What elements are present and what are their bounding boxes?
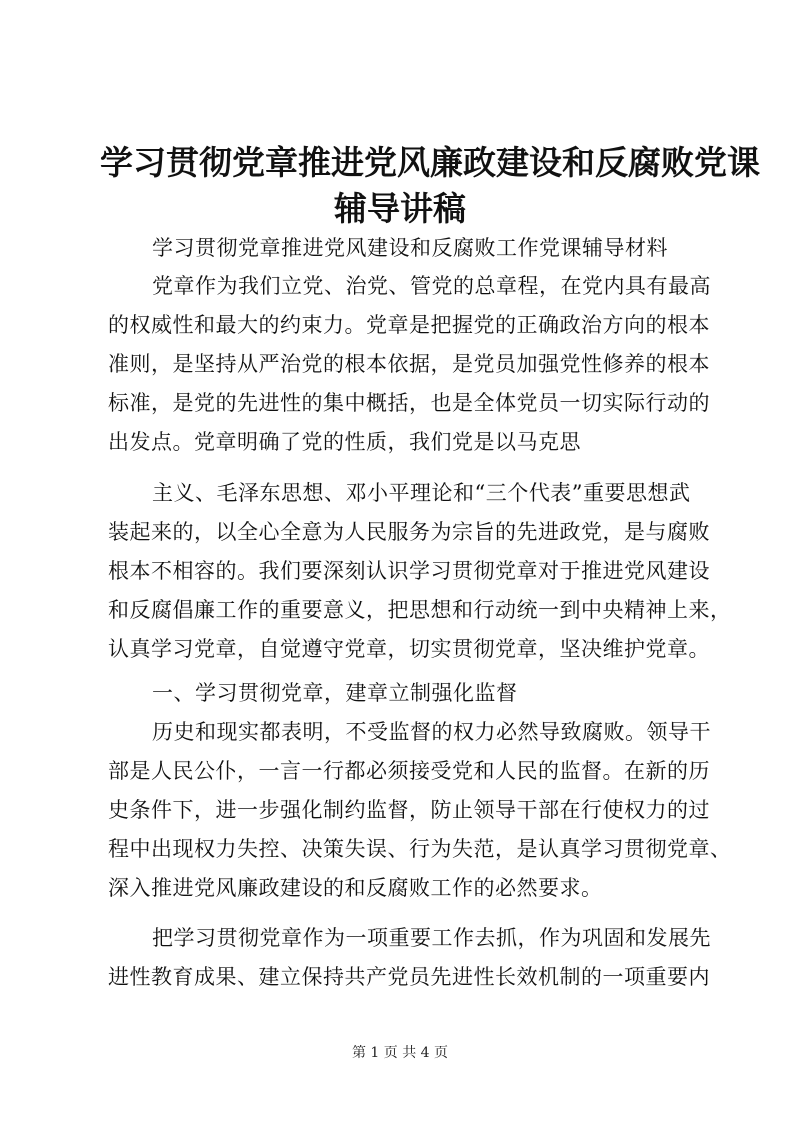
body-line: 出发点。党章明确了党的性质，我们党是以马克思 [108,430,581,454]
document-title-line1: 学习贯彻党章推进党风廉政建设和反腐败党课 [100,143,760,182]
body-line: 和反腐倡廉工作的重要意义，把思想和行动统一到中央精神上来， [108,598,732,622]
body-line: 根本不相容的。我们要深刻认识学习贯彻党章对于推进党风建设 [108,559,710,583]
section-heading: 一、学习贯彻党章，建章立制强化监督 [152,681,518,705]
body-line: 深入推进党风廉政建设的和反腐败工作的必然要求。 [108,876,603,900]
page-footer: 第 1 页 共 4 页 [351,1045,449,1061]
body-line: 把学习贯彻党章作为一项重要工作去抓，作为巩固和发展先 [152,926,711,950]
document-title-line2: 辅导讲稿 [334,189,466,228]
body-line: 的权威性和最大的约束力。党章是把握党的正确政治方向的根本 [108,313,710,337]
body-line: 准则，是坚持从严治党的根本依据，是党员加强党性修养的根本 [108,352,710,376]
body-line: 主义、毛泽东思想、邓小平理论和“三个代表”重要思想武 [152,481,691,505]
body-line: 程中出现权力失控、决策失误、行为失范，是认真学习贯彻党章、 [108,837,732,861]
body-line: 部是人民公仆，一言一行都必须接受党和人民的监督。在新的历 [108,759,710,783]
body-line: 历史和现实都表明，不受监督的权力必然导致腐败。领导干 [152,720,711,744]
body-line: 党章作为我们立党、治党、管党的总章程，在党内具有最高 [152,274,711,298]
body-line: 认真学习党章，自觉遵守党章，切实贯彻党章，坚决维护党章。 [108,637,710,661]
body-line: 装起来的，以全心全意为人民服务为宗旨的先进政党，是与腐败 [108,520,710,544]
body-line: 标准，是党的先进性的集中概括，也是全体党员一切实际行动的 [108,391,710,415]
body-line: 进性教育成果、建立保持共产党员先进性长效机制的一项重要内 [108,965,710,989]
subtitle-line: 学习贯彻党章推进党风建设和反腐败工作党课辅导材料 [152,236,668,260]
body-line: 史条件下，进一步强化制约监督，防止领导干部在行使权力的过 [108,798,710,822]
